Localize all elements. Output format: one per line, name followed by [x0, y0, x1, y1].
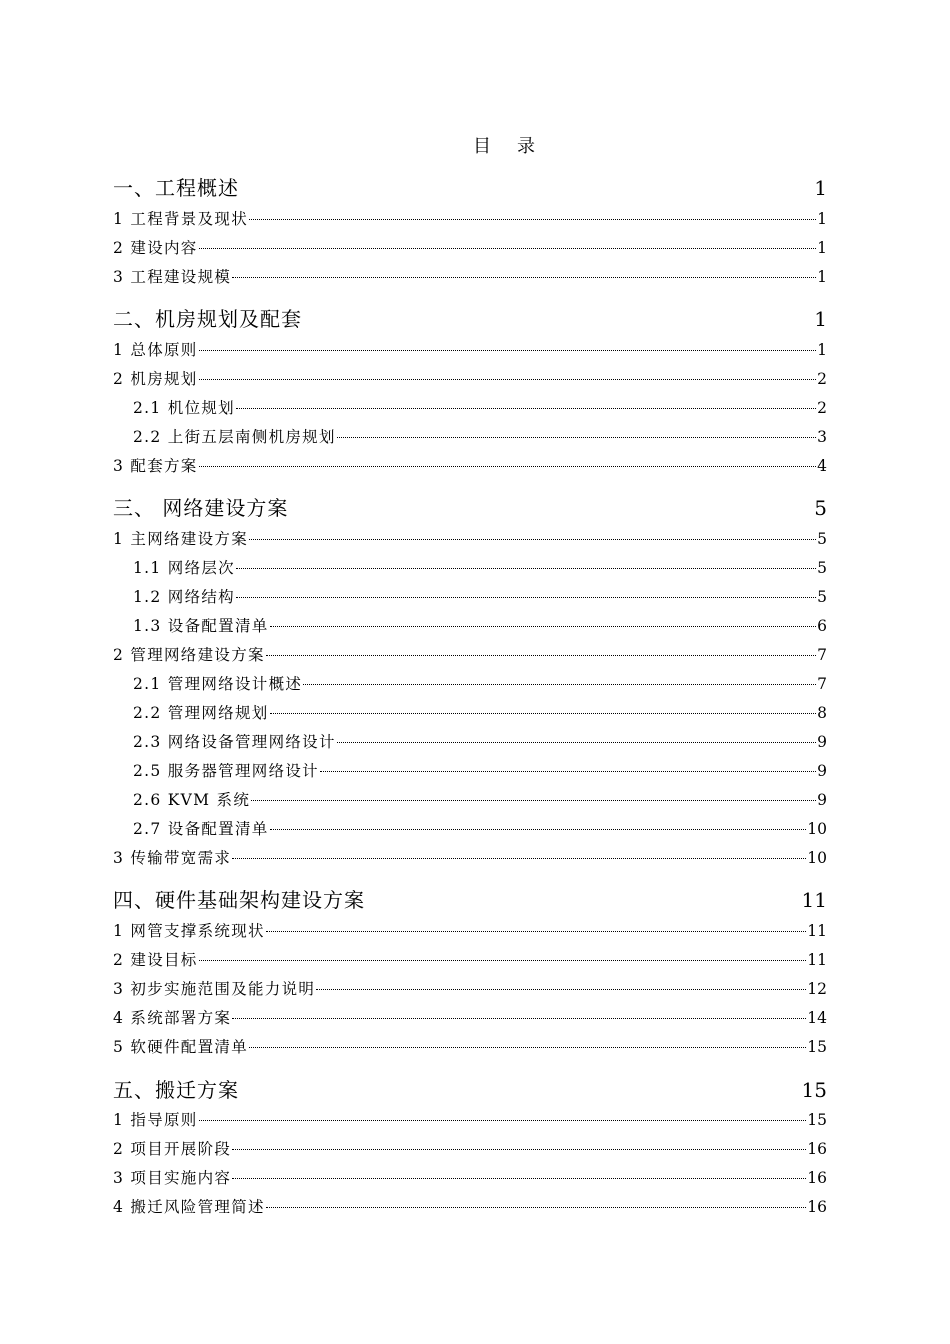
- dot-leader: [337, 437, 816, 438]
- toc-entry-label: 3 传输带宽需求: [113, 849, 232, 867]
- toc-section-entry[interactable]: [113, 1036, 827, 1058]
- dot-leader: [199, 960, 807, 961]
- dot-leader: [270, 626, 817, 627]
- toc-entry-label: 2.1 机位规划: [133, 399, 235, 417]
- toc-entry-label: 2 管理网络建设方案: [113, 646, 265, 664]
- dot-leader: [266, 931, 806, 932]
- toc-entry-page-number: 15: [807, 1111, 827, 1129]
- toc-entry-label: 5 软硬件配置清单: [113, 1038, 248, 1056]
- toc-entry-page-number: 4: [817, 457, 827, 475]
- toc-entry-page-number: 2: [817, 399, 827, 417]
- toc-entry-label: 三、 网络建设方案: [113, 496, 289, 520]
- dot-leader: [303, 684, 816, 685]
- toc-entry-page-number: 5: [814, 496, 827, 520]
- dot-leader: [199, 350, 817, 351]
- toc-entry-page-number: 14: [807, 1009, 827, 1027]
- dot-leader: [236, 568, 816, 569]
- toc-entry-page-number: 16: [807, 1198, 827, 1216]
- toc-entry-page-number: 1: [817, 341, 827, 359]
- toc-entry-label: 2 项目开展阶段: [113, 1140, 232, 1158]
- toc-section-entry[interactable]: [113, 1196, 827, 1218]
- dot-leader: [199, 1120, 807, 1121]
- toc-entry-label: 3 项目实施内容: [113, 1169, 232, 1187]
- dot-leader: [232, 277, 816, 278]
- toc-entry-page-number: 8: [817, 704, 827, 722]
- toc-entry-page-number: 7: [817, 675, 827, 693]
- toc-entry-label: 2.2 管理网络规划: [133, 704, 269, 722]
- toc-entry-label: 4 搬迁风险管理简述: [113, 1198, 265, 1216]
- toc-title-char-1: 目: [473, 136, 493, 157]
- dot-leader: [232, 858, 806, 859]
- dot-leader: [236, 408, 816, 409]
- toc-entry-label: 3 配套方案: [113, 457, 198, 475]
- toc-entry-page-number: 1: [817, 239, 827, 257]
- dot-leader: [232, 1149, 806, 1150]
- toc-section-entry[interactable]: [113, 702, 827, 724]
- toc-entry-label: 1 总体原则: [113, 341, 198, 359]
- toc-entry-label: 1.2 网络结构: [133, 588, 235, 606]
- toc-entry-label: 2.2 上街五层南侧机房规划: [133, 428, 336, 446]
- toc-section-entry[interactable]: [113, 920, 827, 942]
- toc-entry-page-number: 3: [817, 428, 827, 446]
- toc-section-entry[interactable]: [113, 1109, 827, 1131]
- dot-leader: [266, 655, 816, 656]
- toc-entry-label: 2 建设内容: [113, 239, 198, 257]
- dot-leader: [232, 1178, 806, 1179]
- toc-entry-page-number: 15: [807, 1038, 827, 1056]
- toc-title-char-2: 录: [517, 136, 537, 157]
- dot-leader: [270, 829, 807, 830]
- dot-leader: [270, 713, 817, 714]
- toc-entry-label: 1 主网络建设方案: [113, 530, 248, 548]
- toc-entry-page-number: 11: [807, 951, 827, 969]
- toc-section-entry[interactable]: [113, 426, 827, 448]
- toc-section-entry[interactable]: [113, 615, 827, 637]
- dot-leader: [316, 989, 806, 990]
- toc-entry-label: 1.3 设备配置清单: [133, 617, 269, 635]
- toc-section-entry[interactable]: [113, 789, 827, 811]
- toc-entry-page-number: 11: [807, 922, 827, 940]
- toc-entry-page-number: 1: [817, 268, 827, 286]
- toc-entry-label: 3 工程建设规模: [113, 268, 232, 286]
- toc-entry-label: 2.5 服务器管理网络设计: [133, 762, 319, 780]
- dot-leader: [251, 800, 816, 801]
- toc-entry-page-number: 5: [817, 530, 827, 548]
- toc-section-entry[interactable]: [113, 368, 827, 390]
- dot-leader: [337, 742, 816, 743]
- dot-leader: [199, 248, 817, 249]
- toc-entry-page-number: 15: [801, 1078, 827, 1102]
- dot-leader: [236, 597, 816, 598]
- dot-leader: [249, 539, 816, 540]
- toc-entry-label: 3 初步实施范围及能力说明: [113, 980, 316, 998]
- toc-section-entry[interactable]: [113, 760, 827, 782]
- dot-leader: [249, 1047, 806, 1048]
- toc-entry-label: 四、硬件基础架构建设方案: [113, 888, 365, 912]
- toc-entry-page-number: 10: [807, 820, 827, 838]
- toc-entry-page-number: 5: [817, 588, 827, 606]
- toc-entry-label: 2.7 设备配置清单: [133, 820, 269, 838]
- toc-entry-page-number: 16: [807, 1169, 827, 1187]
- toc-entry-page-number: 5: [817, 559, 827, 577]
- toc-chapter-entry[interactable]: [113, 305, 827, 333]
- toc-section-entry[interactable]: [113, 1007, 827, 1029]
- dot-leader: [249, 219, 816, 220]
- toc-entry-label: 二、机房规划及配套: [113, 307, 302, 331]
- toc-entry-page-number: 1: [814, 307, 827, 331]
- toc-entry-label: 1 工程背景及现状: [113, 210, 248, 228]
- toc-section-entry[interactable]: [113, 339, 827, 361]
- toc-section-entry[interactable]: [113, 847, 827, 869]
- dot-leader: [199, 379, 817, 380]
- toc-entry-page-number: 7: [817, 646, 827, 664]
- toc-title: [0, 134, 950, 160]
- toc-entry-label: 2.3 网络设备管理网络设计: [133, 733, 336, 751]
- toc-entry-page-number: 12: [807, 980, 827, 998]
- toc-entry-label: 1.1 网络层次: [133, 559, 235, 577]
- toc-entry-label: 1 网管支撑系统现状: [113, 922, 265, 940]
- toc-section-entry[interactable]: [113, 586, 827, 608]
- toc-entry-page-number: 16: [807, 1140, 827, 1158]
- toc-section-entry[interactable]: [113, 266, 827, 288]
- toc-section-entry[interactable]: [113, 978, 827, 1000]
- toc-entry-page-number: 1: [814, 176, 827, 200]
- dot-leader: [320, 771, 816, 772]
- toc-section-entry[interactable]: [113, 949, 827, 971]
- toc-entry-label: 2 建设目标: [113, 951, 198, 969]
- toc-section-entry[interactable]: [113, 397, 827, 419]
- toc-entry-page-number: 6: [817, 617, 827, 635]
- toc-entry-label: 一、工程概述: [113, 176, 239, 200]
- toc-entry-label: 2.1 管理网络设计概述: [133, 675, 303, 693]
- toc-chapter-entry[interactable]: [113, 1076, 827, 1104]
- toc-entry-label: 2 机房规划: [113, 370, 198, 388]
- toc-section-entry[interactable]: [113, 557, 827, 579]
- toc-section-entry[interactable]: [113, 1138, 827, 1160]
- dot-leader: [232, 1018, 806, 1019]
- toc-entry-page-number: 11: [801, 888, 827, 912]
- toc-entry-page-number: 9: [817, 762, 827, 780]
- toc-entry-label: 4 系统部署方案: [113, 1009, 232, 1027]
- toc-entry-page-number: 2: [817, 370, 827, 388]
- toc-entry-label: 2.6 KVM 系统: [133, 791, 251, 809]
- toc-chapter-entry[interactable]: [113, 494, 827, 522]
- dot-leader: [266, 1207, 806, 1208]
- toc-section-entry[interactable]: [113, 528, 827, 550]
- toc-section-entry[interactable]: [113, 455, 827, 477]
- toc-chapter-entry[interactable]: [113, 886, 827, 914]
- toc-entry-label: 五、搬迁方案: [113, 1078, 239, 1102]
- toc-entry-label: 1 指导原则: [113, 1111, 198, 1129]
- toc-section-entry[interactable]: [113, 237, 827, 259]
- toc-entry-page-number: 9: [817, 733, 827, 751]
- toc-section-entry[interactable]: [113, 208, 827, 230]
- toc-entry-page-number: 9: [817, 791, 827, 809]
- dot-leader: [199, 466, 817, 467]
- toc-section-entry[interactable]: [113, 731, 827, 753]
- toc-section-entry[interactable]: [113, 818, 827, 840]
- toc-section-entry[interactable]: [113, 644, 827, 666]
- toc-entry-page-number: 10: [807, 849, 827, 867]
- toc-section-entry[interactable]: [113, 1167, 827, 1189]
- toc-entry-page-number: 1: [817, 210, 827, 228]
- toc-section-entry[interactable]: [113, 673, 827, 695]
- toc-chapter-entry[interactable]: [113, 174, 827, 202]
